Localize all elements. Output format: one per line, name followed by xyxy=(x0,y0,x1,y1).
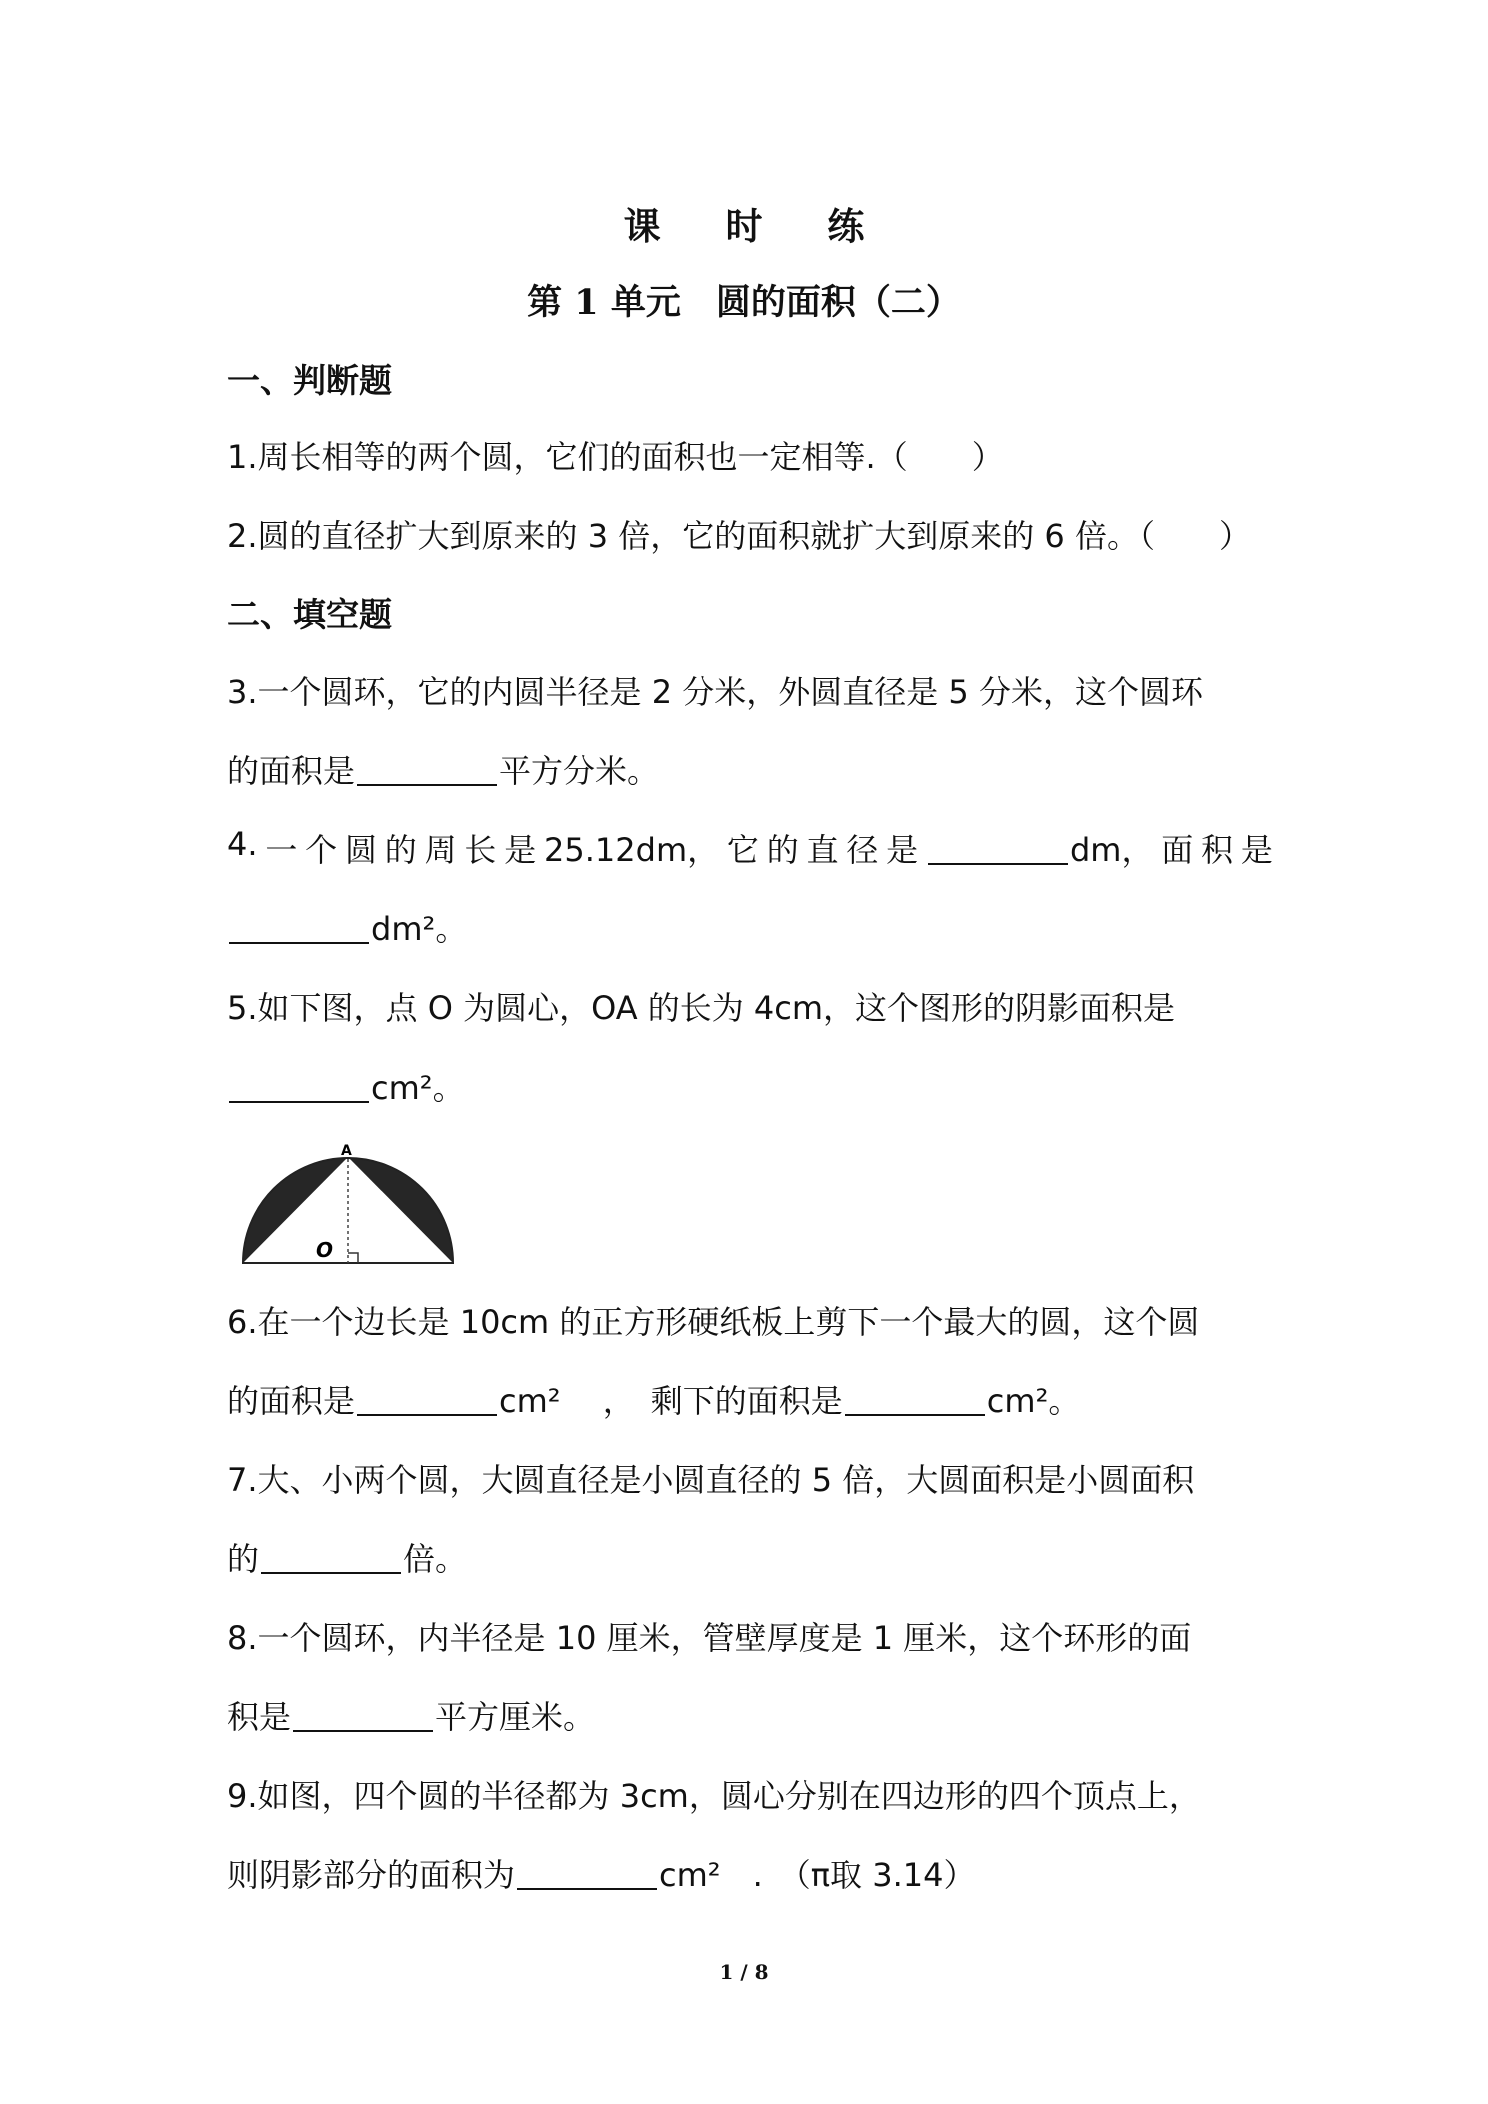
section-heading-judge: 一、判断题 xyxy=(227,361,392,400)
q6-mid-text: cm² ， 剩下的面积是 xyxy=(499,1382,843,1420)
q4-area-blank[interactable] xyxy=(229,912,369,944)
q4-word: 是 xyxy=(886,831,919,869)
question-3-line1: 3.一个圆环，它的内圆半径是 2 分米，外圆直径是 5 分米，这个圆环 xyxy=(227,673,1203,711)
q4-unit: dm， xyxy=(1069,831,1154,869)
q3-answer-blank[interactable] xyxy=(357,754,497,786)
question-2: 2.圆的直径扩大到原来的 3 倍，它的面积就扩大到原来的 6 倍。（ ） xyxy=(227,517,1251,555)
q5-post-text: cm²。 xyxy=(371,1069,465,1107)
q4-word: 是 xyxy=(504,831,537,869)
question-4-line2 xyxy=(227,904,1273,950)
question-8-line2 xyxy=(227,1692,1273,1738)
question-9-line2 xyxy=(227,1850,1273,1896)
question-6-line2 xyxy=(227,1376,1273,1422)
q4-word: 是 xyxy=(1240,831,1273,869)
q6-post-text: cm²。 xyxy=(986,1382,1081,1420)
question-6-line1: 6.在一个边长是 10cm 的正方形硬纸板上剪下一个最大的圆，这个圆 xyxy=(227,1303,1200,1341)
q4-word: 长 xyxy=(464,831,497,869)
question-8-line1: 8.一个圆环，内半径是 10 厘米，管壁厚度是 1 厘米，这个环形的面 xyxy=(227,1619,1192,1657)
q4-word: 周 xyxy=(424,831,457,869)
question-5-line2 xyxy=(227,1063,1273,1109)
q4-word: 面 xyxy=(1161,831,1194,869)
q7-answer-blank[interactable] xyxy=(261,1542,401,1574)
question-3-line2 xyxy=(227,746,1273,792)
q7-pre-text: 的 xyxy=(227,1540,260,1578)
question-1: 1.周长相等的两个圆，它们的面积也一定相等.（ ） xyxy=(227,438,1004,476)
semicircle-figure xyxy=(238,1135,458,1270)
q4-area-unit: dm²。 xyxy=(371,910,468,948)
q4-word: 个 xyxy=(305,831,338,869)
q6-pre-text: 的面积是 xyxy=(227,1382,356,1420)
question-7-line1: 7.大、小两个圆，大圆直径是小圆直径的 5 倍，大圆面积是小圆面积 xyxy=(227,1461,1195,1499)
label-o: O xyxy=(316,1238,334,1262)
q4-word: 直 xyxy=(806,831,839,869)
q9-post-text: cm² . （π取 3.14） xyxy=(659,1856,976,1894)
q5-answer-blank[interactable] xyxy=(229,1071,369,1103)
q3-post-text: 平方分米。 xyxy=(499,752,660,790)
question-4-line1 xyxy=(227,825,1273,871)
page-subtitle: 第 1 单元 圆的面积（二） xyxy=(527,282,961,323)
question-5-line1: 5.如下图，点 O 为圆心，OA 的长为 4cm，这个图形的阴影面积是 xyxy=(227,989,1176,1027)
page-number: 1 / 8 xyxy=(719,1960,769,1984)
q9-answer-blank[interactable] xyxy=(517,1858,657,1890)
q4-word: 圆 xyxy=(344,831,377,869)
section-heading-fill: 二、填空题 xyxy=(227,595,392,634)
q4-diameter-group xyxy=(926,825,1154,871)
q4-word: 径 xyxy=(846,831,879,869)
q6-circle-area-blank[interactable] xyxy=(357,1384,497,1416)
q9-pre-text: 则阴影部分的面积为 xyxy=(227,1856,516,1894)
q4-word: 25.12dm， xyxy=(544,831,720,869)
label-a: A xyxy=(341,1143,352,1159)
q3-pre-text: 的面积是 xyxy=(227,752,356,790)
q8-pre-text: 积是 xyxy=(227,1698,292,1736)
q8-answer-blank[interactable] xyxy=(293,1700,433,1732)
q4-word: 4. xyxy=(227,825,258,863)
q4-word: 的 xyxy=(384,831,417,869)
q7-post-text: 倍。 xyxy=(403,1540,468,1578)
q4-word: 的 xyxy=(766,831,799,869)
page-title: 课 时 练 xyxy=(623,204,891,248)
question-7-line2 xyxy=(227,1534,1273,1580)
q4-word: 积 xyxy=(1201,831,1234,869)
q4-word: 一 xyxy=(265,831,298,869)
q4-diameter-blank[interactable] xyxy=(928,833,1068,865)
q6-remaining-area-blank[interactable] xyxy=(845,1384,985,1416)
question-9-line1: 9.如图，四个圆的半径都为 3cm，圆心分别在四边形的四个顶点上， xyxy=(227,1777,1201,1815)
q4-word: 它 xyxy=(726,831,759,869)
q8-post-text: 平方厘米。 xyxy=(435,1698,596,1736)
